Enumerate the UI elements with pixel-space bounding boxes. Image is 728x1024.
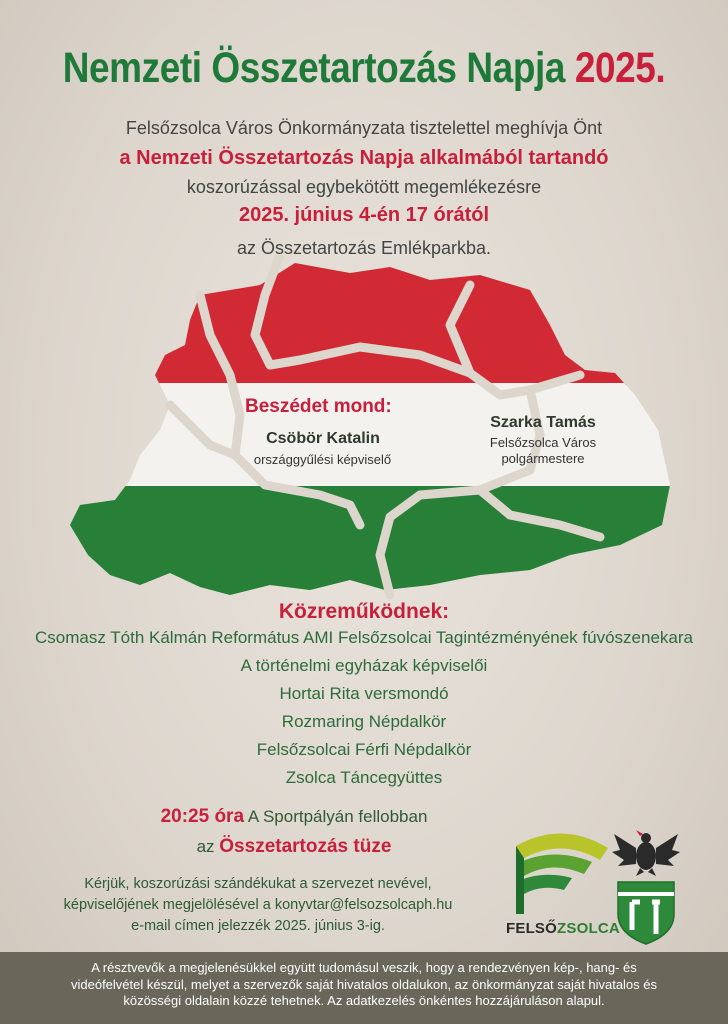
invite-line-3: koszorúzással egybekötött megemlékezésre (186, 177, 542, 197)
fire-time: 20:25 óra (160, 806, 245, 827)
felsozsolca-logo-text (506, 920, 620, 937)
footer-line-1: A résztvevők a megjelenésükkel együtt tudomásul veszik, hogy a rendezvényen kép-, hang- és (91, 960, 637, 975)
logo-text-part-2: ZSOLCA (557, 920, 620, 937)
logo-text-part-1: FELSŐ (506, 920, 558, 937)
notice-line-1: Kérjük, koszorúzási szándékukat a szervezet nevével, (84, 876, 432, 892)
fire-text-2a: az (196, 837, 215, 856)
event-date: 2025. június 4-én 17 órától (238, 204, 490, 226)
felsozsolca-logo-icon (512, 826, 612, 916)
invite-line-2: a Nemzeti Összetartozás Napja alkalmából tartandó (119, 147, 609, 169)
invite-line-1: Felsőzsolca Város Önkormányzata tisztelettel meghívja Önt (125, 118, 603, 138)
title-main: Nemzeti Összetartozás Napja (62, 44, 565, 92)
speaker-1-name: Csöbör Katalin (266, 430, 380, 447)
fire-line-1 (0, 806, 588, 828)
page-title (51, 44, 677, 93)
speaker-2-role (458, 435, 628, 467)
speaker-1-role: országgyűlési képviselő (253, 452, 392, 467)
coat-of-arms-icon (610, 826, 682, 946)
contributor-item: Rozmaring Népdalkör (281, 712, 447, 731)
footer-disclaimer (0, 952, 728, 1024)
speakers-label: Beszédet mond: (245, 396, 392, 417)
event-location: az Összetartozás Emlékparkba. (236, 238, 492, 258)
fire-event-name: Összetartozás tüze (219, 836, 392, 857)
fire-text-1: A Sportpályán fellobban (247, 807, 428, 826)
contributor-item: A történelmi egyházak képviselői (240, 656, 488, 675)
contributor-item: Hortai Rita versmondó (279, 684, 449, 703)
contributors-title: Közreműködnek: (278, 600, 450, 623)
speaker-2-role-line-2: polgármestere (501, 451, 585, 466)
speaker-2-name: Szarka Tamás (490, 414, 596, 431)
fire-line-2 (0, 836, 588, 858)
notice-line-3: e-mail címen jelezzék 2025. június 3-ig. (131, 918, 385, 934)
footer-line-3: közösségi oldalain közzé tehetnek. Az adatkezelés önkéntes hozzájáruláson alapul. (123, 993, 605, 1008)
notice-line-2: képviselőjének megjelölésével a konyvtar@felsozsolcaph.hu (63, 897, 453, 913)
footer-line-2: videófelvétel készül, melyet a szervezők saját hivatalos oldalukon, az önkormányzat saját hivatalos és (70, 976, 658, 992)
title-year: 2025. (574, 44, 666, 92)
contributor-item: Felsőzsolcai Férfi Népdalkör (256, 740, 472, 759)
contributor-item: Csomasz Tóth Kálmán Református AMI Felsőzsolcai Tagintézményének fúvószenekara (35, 628, 693, 647)
speaker-2-role-line-1: Felsőzsolca Város (489, 435, 597, 450)
contributor-item: Zsolca Táncegyüttes (285, 768, 443, 787)
